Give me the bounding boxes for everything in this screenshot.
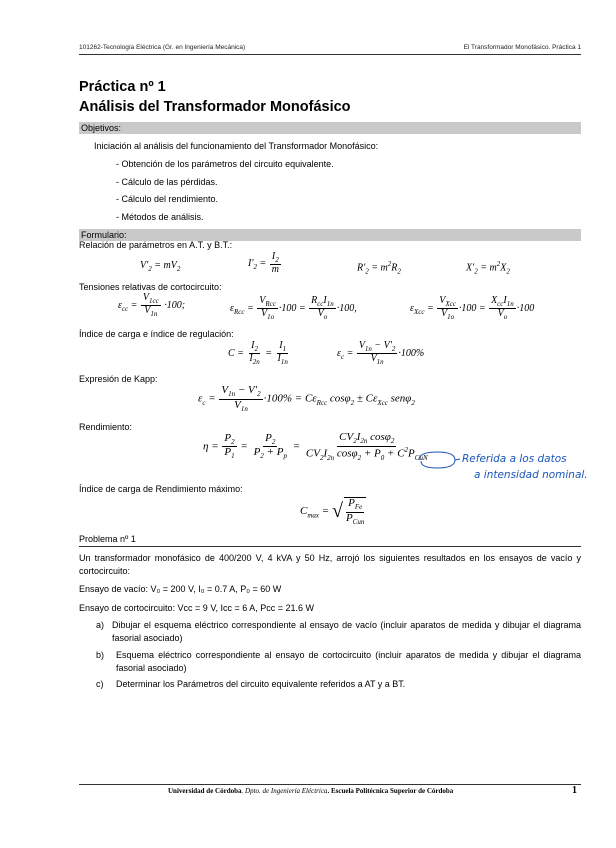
formulario-heading: Formulario: bbox=[81, 230, 127, 240]
equation-resistance-ref: $R'_2 = m^2R_2$ bbox=[357, 260, 401, 276]
equation-cmax: $C_{max}$ = √ $\frac{P_{Fe}}{P_{Cun}}$ bbox=[300, 497, 365, 526]
objetivo-item: - Métodos de análisis. bbox=[116, 212, 204, 222]
problema-heading: Problema nº 1 bbox=[79, 534, 136, 544]
equation-voltage-ref: $V'_2 = mV_2$ bbox=[140, 260, 181, 273]
ensayo-vacio: Ensayo de vacío: V₀ = 200 V, I₀ = 0.7 A, P₀ = 60 W bbox=[79, 584, 282, 594]
annotation-line2: a intensidad nominal. bbox=[474, 469, 588, 481]
footer-university: Universidad de Córdoba bbox=[168, 787, 242, 795]
equation-kapp: $\varepsilon_c$ = $\frac{V_{1n} - V'_2}{V_{1n}}$ $\cdot 100\% = C\varepsilon_{Rcc}$ $\cos\varphi_2 \pm C\varepsilon_{Xcc}$ senφ$_2$ bbox=[198, 384, 415, 413]
annotation-circle bbox=[415, 448, 461, 472]
objetivo-item: - Cálculo del rendimiento. bbox=[116, 194, 219, 204]
page-number: 1 bbox=[572, 785, 577, 796]
footer-text bbox=[168, 787, 453, 795]
objetivos-heading: Objetivos: bbox=[81, 123, 122, 133]
footer-rule bbox=[79, 784, 581, 785]
task-text: Dibujar el esquema eléctrico correspondiente al ensayo de vacío (incluir aparatos de medida y dibujar el diagrama fasorial asociado) bbox=[112, 620, 581, 643]
task-text: Determinar los Parámetros del circuito equivalente referidos a AT y a BT. bbox=[116, 679, 406, 689]
practice-title: Práctica nº 1 bbox=[79, 79, 166, 95]
indice-rend-max-label: Índice de carga de Rendimiento máximo: bbox=[79, 484, 243, 494]
footer-school: . Escuela Politécnica Superior de Córdoba bbox=[327, 787, 454, 795]
equation-load-index: C = $\frac{I_2}{I_{2n}}$ = $\frac{I_1}{I_{1n}}$ bbox=[228, 340, 288, 367]
kapp-label: Expresión de Kapp: bbox=[79, 374, 158, 384]
equation-regulation: $\varepsilon_c$ = $\frac{V_{1n} - V'_2}{V_{1n}}$ ·100% bbox=[337, 340, 425, 367]
rendimiento-label: Rendimiento: bbox=[79, 422, 133, 432]
annotation-line1: Referida a los datos bbox=[462, 453, 567, 465]
task-label: b) bbox=[96, 650, 105, 660]
equation-eXcc: $\varepsilon_{Xcc}$ = $\frac{V_{Xcc}}{V_{1o}}$ ·100 = $\frac{X_{cc}I_{1n}}{V_o}$ ·100 bbox=[410, 295, 535, 322]
header-rule bbox=[79, 54, 581, 55]
tensiones-label: Tensiones relativas de cortocircuito: bbox=[79, 282, 222, 292]
objetivo-item: - Cálculo de las pérdidas. bbox=[116, 177, 218, 187]
footer-dept: . Dpto. de Ingeniería Eléctrica bbox=[241, 787, 328, 795]
equation-current-ref: $I'_2$ = $\frac{I_2}{m}$ bbox=[248, 251, 279, 276]
problema-rule bbox=[79, 546, 581, 547]
objetivos-bar bbox=[79, 122, 581, 134]
equation-efficiency: η = $\frac{P_2}{P_1}$ = $\frac{P_2}{P_2 + P_p}$ = $\frac{CV_2I_{2n} \cos\varphi_2}{CV_2I_{2n} \cos\varphi_2 + P_0 + C^2P_{CuN}}$ bbox=[203, 431, 428, 462]
indice-carga-label: Índice de carga e índice de regulación: bbox=[79, 329, 234, 339]
task-text: Esquema eléctrico correspondiente al ensayo de cortocircuito (incluir aparatos de medida y dibujar el diagrama fasorial asociado) bbox=[116, 650, 581, 673]
task-label: c) bbox=[96, 679, 104, 689]
problema-statement: Un transformador monofásico de 400/200 V, 4 kVA y 50 Hz, arrojó los siguientes resultados en los ensayos de vacío y cortocircuito: bbox=[79, 553, 581, 576]
header-right: El Transformador Monofásico. Práctica 1 bbox=[463, 44, 581, 51]
equation-reactance-ref: $X'_2 = m^2X_2$ bbox=[466, 260, 510, 276]
task-label: a) bbox=[96, 620, 105, 630]
objetivo-item: - Obtención de los parámetros del circuito equivalente. bbox=[116, 159, 334, 169]
practice-subtitle: Análisis del Transformador Monofásico bbox=[79, 99, 351, 115]
relacion-label: Relación de parámetros en A.T. y B.T.: bbox=[79, 240, 233, 250]
equation-eRcc: $\varepsilon_{Rcc}$ = $\frac{V_{Rcc}}{V_{1o}}$ ·100 = $\frac{R_{cc}I_{1n}}{V_o}$ ·100, bbox=[230, 295, 357, 322]
objetivos-intro: Iniciación al análisis del funcionamiento del Transformador Monofásico: bbox=[94, 141, 379, 151]
header-left: 101262-Tecnología Eléctrica (Gr. en Ingeniería Mecánica) bbox=[79, 44, 246, 51]
ensayo-cortocircuito: Ensayo de cortocircuito: Vcc = 9 V, Icc = 6 A, Pcc = 21.6 W bbox=[79, 603, 315, 613]
equation-ecc: $\varepsilon_{cc}$ = $\frac{V_{1cc}}{V_{1n}}$ ·100; bbox=[118, 292, 186, 319]
